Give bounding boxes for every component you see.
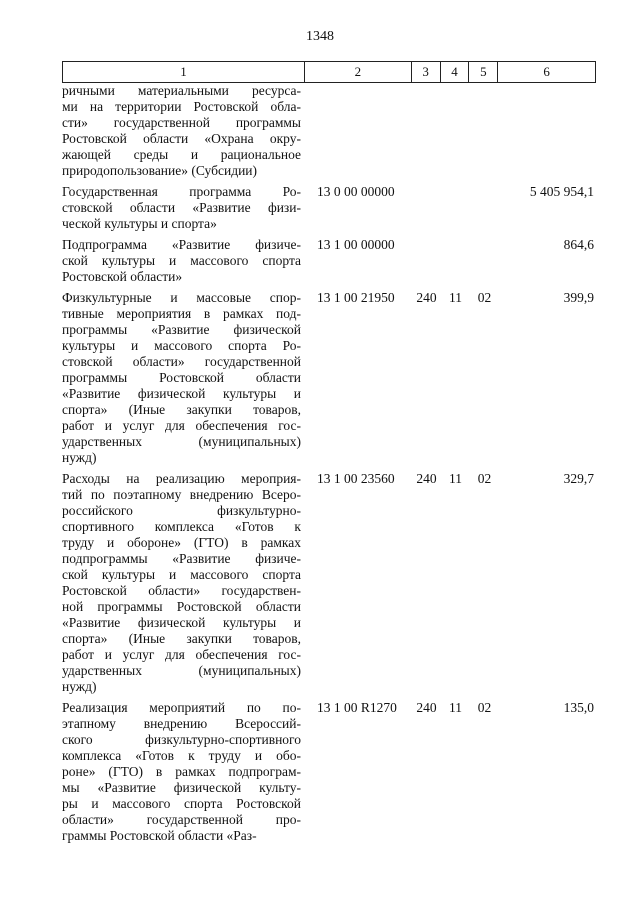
row-name-line: программы «Развитие физической [62,322,301,337]
row-sum: 864,6 [563,237,594,252]
table-row [62,471,596,695]
table-row [62,83,596,179]
row-name-line: области» государственной про- [62,812,301,827]
row-name-line: российского физкультурно- [62,503,301,518]
row-name-line: «Развитие физической культуры и [62,615,301,630]
column-header-2: 2 [305,62,412,82]
row-name-line: граммы Ростовской области «Раз- [62,828,257,843]
row-name-line: подпрограммы «Развитие физиче- [62,551,301,566]
row-name-line: жающей среды и рациональное [62,147,301,162]
row-rz: 11 [449,471,462,486]
row-name-line: роне» (ГТО) в рамках подпрограм- [62,764,301,779]
table-header [62,61,596,83]
column-header-6: 6 [543,64,550,79]
row-name [62,290,305,466]
row-rz: 11 [449,290,462,305]
row-name-line: стовской области» государственной [62,354,301,369]
row-name-line: ударственных (муниципальных) [62,434,301,449]
row-name [62,83,305,179]
row-code: 13 1 00 21950 [317,290,395,305]
row-vr: 240 [416,471,437,486]
row-name-line: Ростовской области» [62,269,183,284]
row-code: 13 1 00 00000 [317,237,395,252]
row-name-line: ной программы Ростовской области [62,599,301,614]
row-code: 13 1 00 23560 [317,471,395,486]
row-sum: 329,7 [563,471,594,486]
row-name [62,237,305,285]
row-name-line: Реализация мероприятий по по- [62,700,301,715]
row-pr: 02 [477,471,492,486]
row-name-line: работ и услуг для обеспечения гос- [62,418,301,433]
row-code: 13 1 00 R1270 [317,700,397,715]
row-name-line: спорта» (Иные закупки товаров, [62,402,301,417]
row-name-line: этапному внедрению Всероссий- [62,716,301,731]
row-name-line: мы «Развитие физической культу- [62,780,301,795]
row-name-line: «Развитие физической культуры и [62,386,301,401]
row-name [62,700,305,844]
row-name-line: ской культуры и массового спорта [62,253,301,268]
row-name-line: ударственных (муниципальных) [62,663,301,678]
row-name-line: ры и массового спорта Ростовской [62,796,301,811]
row-name-line: тий по поэтапному внедрению Всеро- [62,487,301,502]
column-header-1: 1 [63,62,305,82]
column-header-4: 4 [441,62,470,82]
row-name-line: ского физкультурно-спортивного [62,732,301,747]
row-name-line: ми на территории Ростовской обла- [62,99,301,114]
row-name-line: комплекса «Готов к труду и обо- [62,748,301,763]
row-name-line: Физкультурные и массовые спор- [62,290,301,305]
row-vr: 240 [416,700,437,715]
row-name-line: нужд) [62,679,97,694]
row-name-line: спортивного комплекса «Готов к [62,519,301,534]
row-sum: 135,0 [563,700,594,715]
row-name-line: тивные мероприятия в рамках под- [62,306,301,321]
row-name-line: труду и обороне» (ГТО) в рамках [62,535,301,550]
row-name-line: Государственная программа Ро- [62,184,301,199]
row-name-line: Подпрограмма «Развитие физиче- [62,237,301,252]
row-name-line: Ростовской области «Охрана окру- [62,131,301,146]
row-name-line: природопользование» (Субсидии) [62,163,258,178]
row-name [62,184,305,232]
row-name-line: спорта» (Иные закупки товаров, [62,631,301,646]
table-row [62,184,596,232]
row-name-line: сти» государственной программы [62,115,301,130]
row-pr: 02 [477,290,492,305]
row-name-line: нужд) [62,450,97,465]
table-row [62,290,596,466]
row-code: 13 0 00 00000 [317,184,395,199]
row-sum: 399,9 [563,290,594,305]
table-row [62,237,596,285]
table-row [62,700,596,844]
row-vr: 240 [416,290,437,305]
table-body [62,83,596,844]
column-header-5: 5 [469,62,498,82]
row-name-line: стовской области «Развитие физи- [62,200,301,215]
row-name-line: ричными материальными ресурса- [62,83,301,98]
row-sum: 5 405 954,1 [529,184,594,199]
row-name [62,471,305,695]
row-name-line: ческой культуры и спорта» [62,216,217,231]
page-number: 1348 [306,29,334,44]
row-name-line: программы Ростовской области [62,370,301,385]
row-name-line: Ростовской области» государствен- [62,583,301,598]
row-name-line: культуры и массового спорта Ро- [62,338,301,353]
row-pr: 02 [477,700,492,715]
row-name-line: ской культуры и массового спорта [62,567,301,582]
row-name-line: работ и услуг для обеспечения гос- [62,647,301,662]
column-header-3: 3 [412,62,441,82]
row-name-line: Расходы на реализацию мероприя- [62,471,301,486]
row-rz: 11 [449,700,462,715]
